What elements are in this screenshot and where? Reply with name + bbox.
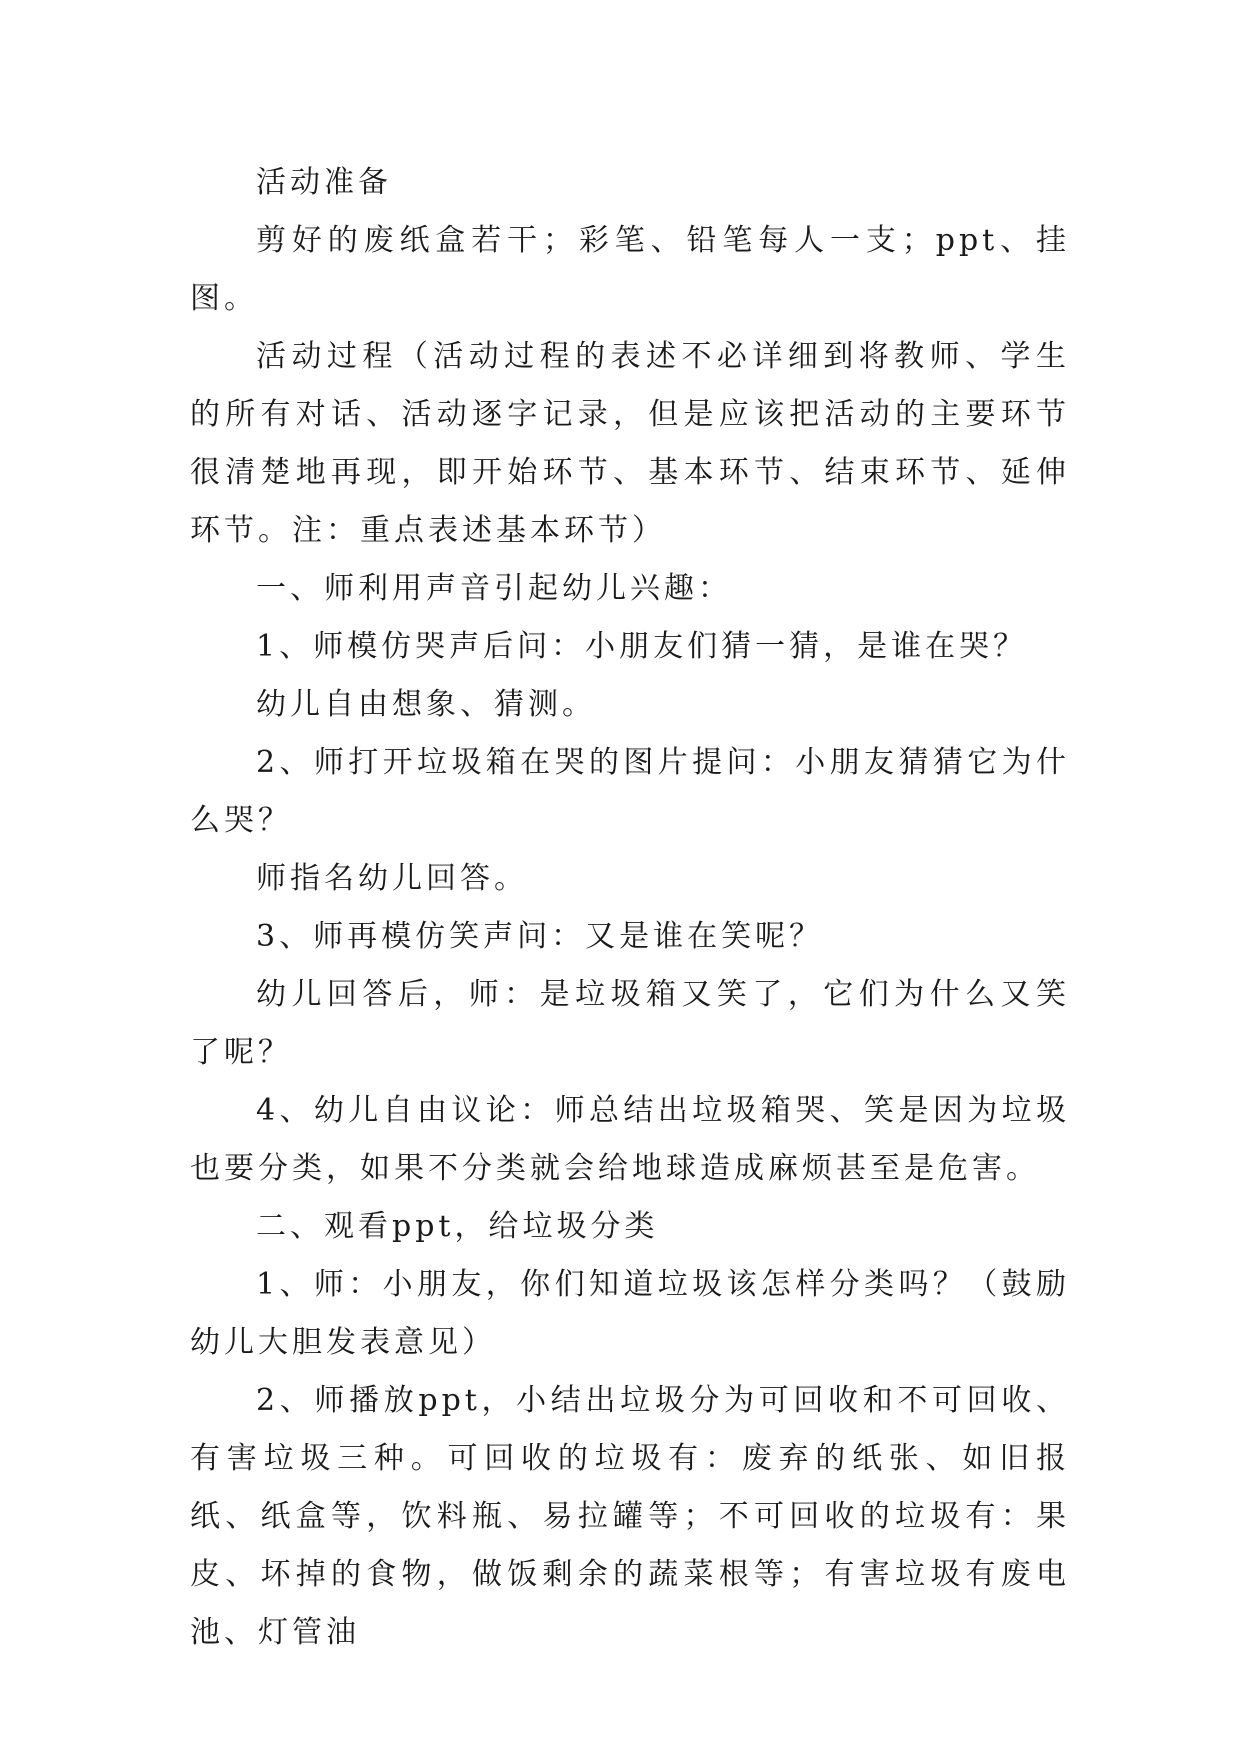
section-heading-preparation: 活动准备 <box>256 165 392 200</box>
paragraph-step-1: 1、师模仿哭声后问：小朋友们猜一猜，是谁在哭？ <box>256 629 1028 664</box>
paragraph-materials: 剪好的废纸盒若干；彩笔、铅笔每人一支；ppt、挂图。 <box>190 223 1070 316</box>
paragraph-step-3: 3、师再模仿笑声问：又是谁在笑呢？ <box>256 919 824 954</box>
section-heading-process: 活动过程（活动过程的表述不必详细到将教师、学生的所有对话、活动逐字记录，但是应该把活动的主要环节很清楚地再现，即开始环节、基本环节、结束环节、延伸环节。注：重点表述基本环节） <box>190 339 1070 548</box>
subheading-part-two: 二、观看ppt，给垃圾分类 <box>256 1209 659 1244</box>
paragraph-teacher-call: 师指名幼儿回答。 <box>256 861 528 896</box>
paragraph-step-4: 4、幼儿自由议论：师总结出垃圾箱哭、笑是因为垃圾也要分类，如果不分类就会给地球造成麻烦甚至是危害。 <box>190 1093 1070 1186</box>
paragraph-part-two-step-2: 2、师播放ppt，小结出垃圾分为可回收和不可回收、有害垃圾三种。可回收的垃圾有：废弃的纸张、如旧报纸、纸盒等，饮料瓶、易拉罐等；不可回收的垃圾有：果皮、坏掉的食物，做饭剩余的蔬菜根等；有害垃圾有废电池、灯管油 <box>190 1383 1070 1650</box>
subheading-part-one: 一、师利用声音引起幼儿兴趣： <box>256 571 732 606</box>
paragraph-step-2: 2、师打开垃圾箱在哭的图片提问：小朋友猜猜它为什么哭？ <box>190 745 1070 838</box>
document-body <box>190 154 1070 1662</box>
paragraph-child-response-3: 幼儿回答后，师：是垃圾箱又笑了，它们为什么又笑了呢？ <box>190 977 1070 1070</box>
paragraph-part-two-step-1: 1、师：小朋友，你们知道垃圾该怎样分类吗？（鼓励幼儿大胆发表意见） <box>190 1267 1070 1360</box>
paragraph-child-response-1: 幼儿自由想象、猜测。 <box>256 687 596 722</box>
